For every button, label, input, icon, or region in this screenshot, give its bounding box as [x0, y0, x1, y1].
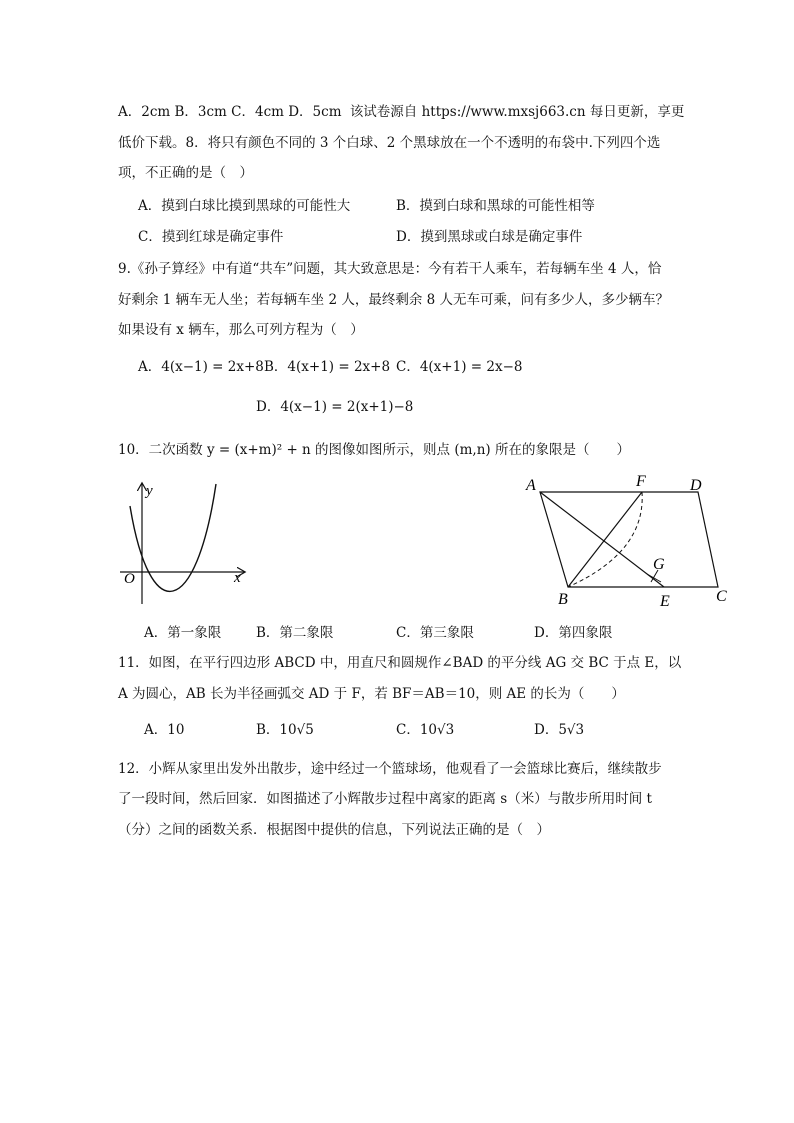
q9-line-1: 9.《孙子算经》中有道“共车”问题，其大致意思是：今有若干人乘车，若每辆车坐 4 人，恰 [118, 261, 662, 277]
q12-line-3: （分）之间的函数关系．根据图中提供的信息，下列说法正确的是（ ） [118, 822, 550, 838]
q10-option-a: A．第一象限 [144, 625, 222, 641]
q7-tail: 低价下载。 [118, 135, 186, 151]
x-axis-label: x [234, 570, 241, 586]
q11-option-d: D．5√3 [534, 722, 585, 738]
origin-label: O [124, 571, 135, 587]
watermark-text: 该试卷源自 https://www.mxsj663.cn 每日更新，享更 [349, 104, 685, 120]
vertex-d-label: D [690, 477, 702, 494]
q8-option-a: A．摸到白球比摸到黑球的可能性大 [138, 198, 351, 214]
q9-option-d: D．4(x−1) = 2(x+1)−8 [256, 399, 414, 415]
point-e-label: E [660, 593, 670, 610]
q10-stem: 10．二次函数 y = (x+m)² + n 的图像如图所示，则点 (m,n) 所在的象限是（ ） [118, 442, 630, 458]
bisector-ae [540, 492, 664, 587]
q12-line-2: 了一段时间，然后回家．如图描述了小辉散步过程中离家的距离 s（米）与散步所用时间 t [118, 791, 652, 807]
parabola-graph [112, 478, 252, 613]
q11-option-c: C．10√3 [396, 722, 455, 738]
q9-option-a: A．4(x−1) = 2x+8 [138, 359, 264, 375]
vertex-c-label: C [716, 588, 727, 605]
segment-bf [568, 492, 642, 587]
q8-stem-line-1 [118, 134, 660, 152]
q10-option-d: D．第四象限 [534, 625, 613, 641]
q10-option-b: B．第二象限 [256, 625, 334, 641]
parallelogram-abcd [540, 492, 718, 587]
q9-line-2: 好剩余 1 辆车无人坐；若每辆车坐 2 人，最终剩余 8 人无车可乘，问有多少人，多少辆车？ [118, 292, 670, 308]
point-g-label: G [653, 556, 665, 573]
q9-line-3: 如果设有 x 辆车，那么可列方程为（ ） [118, 322, 364, 338]
q9-option-b: B．4(x+1) = 2x+8 [264, 359, 391, 375]
q9-option-c: C．4(x+1) = 2x−8 [396, 359, 523, 375]
q11-line-2: A 为圆心，AB 长为半径画弧交 AD 于 F，若 BF＝AB＝10，则 AE 的长为（ ） [118, 686, 625, 702]
q11-option-b: B．10√5 [256, 722, 314, 738]
q11-line-1: 11．如图，在平行四边形 ABCD 中，用直尺和圆规作∠BAD 的平分线 AG 交 BC 于点 E，以 [118, 655, 682, 671]
q8-option-b: B．摸到白球和黑球的可能性相等 [396, 198, 595, 214]
vertex-b-label: B [558, 591, 568, 608]
q8-option-d: D．摸到黑球或白球是确定事件 [396, 229, 583, 245]
q7-option-text: A．2cm B．3cm C．4cm D．5cm [118, 104, 342, 120]
point-f-label: F [636, 473, 646, 490]
y-axis-label: y [146, 483, 153, 499]
q8-option-c: C．摸到红球是确定事件 [138, 229, 284, 245]
q8-stem-line-2: 项，不正确的是（ ） [118, 165, 253, 181]
q11-option-a: A．10 [144, 722, 185, 738]
vertex-a-label: A [526, 477, 536, 494]
parabola-curve [130, 484, 216, 591]
q10-option-c: C．第三象限 [396, 625, 474, 641]
q12-line-1: 12．小辉从家里出发外出散步，途中经过一个篮球场，他观看了一会篮球比赛后，继续散步 [118, 761, 662, 777]
q7-options [118, 103, 684, 121]
parallelogram-figure [520, 470, 740, 610]
q8-stem-1: 8．将只有颜色不同的 3 个白球、2 个黑球放在一个不透明的布袋中.下列四个选 [185, 135, 661, 151]
